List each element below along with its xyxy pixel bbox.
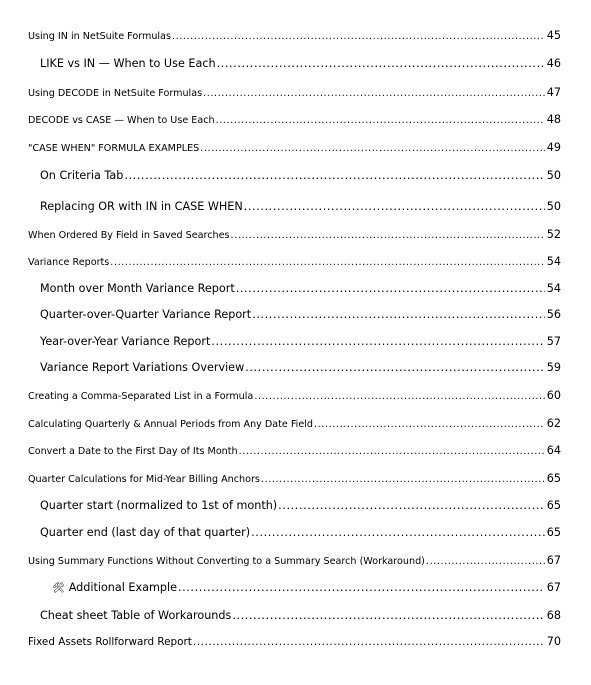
toc-entry-title: Cheat sheet Table of Workarounds [40,609,232,622]
toc-entry-using-in[interactable] [0,29,591,42]
toc-entry-variance-reports[interactable] [0,255,591,268]
toc-entry-variance-variations[interactable] [0,361,591,374]
toc-entry-summary-functions[interactable] [0,554,591,567]
toc-dot-leader [216,115,545,126]
toc-dot-leader [172,31,545,42]
toc-entry-additional-example[interactable] [0,581,591,594]
toc-dot-leader [211,335,544,348]
toc-entry-quarter-start[interactable] [0,499,591,512]
toc-entry-title: DECODE vs CASE — When to Use Each [28,115,215,126]
toc-entry-title: Calculating Quarterly & Annual Periods from Any Date Field [28,419,314,430]
toc-page-number: 52 [546,228,561,241]
toc-entry-quarterly-annual-periods[interactable] [0,417,591,430]
toc-entry-title: Quarter Calculations for Mid-Year Billing Anchors [28,474,260,485]
toc-entry-title: "CASE WHEN" FORMULA EXAMPLES [28,143,200,154]
toc-page-number: 65 [546,526,561,539]
toc-entry-title: Creating a Comma-Separated List in a Formula [28,391,254,402]
toc-page-number: 68 [546,609,561,622]
toc-page-number: 67 [546,554,561,567]
toc-dot-leader [261,474,545,485]
toc-entry-quarter-end[interactable] [0,526,591,539]
toc-entry-quarter-over-quarter[interactable] [0,308,591,321]
toc-entry-decode-vs-case[interactable] [0,113,591,126]
toc-dot-leader [217,57,545,70]
toc-dot-leader [178,581,545,594]
toc-page-number: 65 [546,472,561,485]
toc-page-number: 54 [546,255,561,268]
toc-dot-leader [426,556,545,567]
toc-dot-leader [278,499,545,512]
toc-dot-leader [251,526,545,539]
toc-dot-leader [110,257,544,268]
toc-entry-on-criteria-tab[interactable] [0,169,591,182]
toc-dot-leader [203,88,545,99]
toc-page-number: 70 [546,635,561,648]
toc-entry-title: When Ordered By Field in Saved Searches [28,230,230,241]
toc-entry-title: Quarter-over-Quarter Variance Report [40,308,252,321]
toc-dot-leader [200,143,545,154]
toc-dot-leader [236,282,545,295]
toc-entry-title: Using IN in NetSuite Formulas [28,31,171,42]
toc-dot-leader [231,230,545,241]
toc-entry-title: Additional Example [68,581,177,594]
toc-entry-title: Year-over-Year Variance Report [40,335,211,348]
toc-page-number: 67 [546,581,561,594]
toc-page-number: 45 [546,29,561,42]
toc-page-number: 64 [546,444,561,457]
toc-entry-using-decode[interactable] [0,86,591,99]
toc-page-number: 46 [546,57,561,70]
toc-entry-title: Variance Report Variations Overview [40,361,245,374]
toc-entry-title: Quarter end (last day of that quarter) [40,526,251,539]
hammer-and-wrench-icon: 🛠 [52,583,65,594]
toc-dot-leader [193,636,545,648]
toc-entry-title: Using DECODE in NetSuite Formulas [28,88,203,99]
toc-entry-like-vs-in[interactable] [0,57,591,70]
toc-entry-cheat-sheet[interactable] [0,609,591,622]
toc-entry-month-over-month[interactable] [0,282,591,295]
toc-entry-first-day-of-month[interactable] [0,444,591,457]
toc-entry-title: Convert a Date to the First Day of Its Month [28,446,238,457]
toc-page-number: 50 [546,169,561,182]
toc-page-number: 50 [546,200,561,213]
toc-dot-leader [254,391,544,402]
toc-entry-title: Replacing OR with IN in CASE WHEN [40,200,243,213]
toc-entry-year-over-year[interactable] [0,335,591,348]
toc-page-number: 56 [546,308,561,321]
toc-entry-title: On Criteria Tab [40,169,124,182]
toc-page-number: 47 [546,86,561,99]
toc-page-number: 48 [546,113,561,126]
toc-entry-mid-year-billing[interactable] [0,472,591,485]
toc-dot-leader [314,419,545,430]
toc-dot-leader [124,169,544,182]
toc-entry-case-when-examples[interactable] [0,141,591,154]
toc-entry-title: Using Summary Functions Without Converting to a Summary Search (Workaround) [28,556,425,567]
toc-entry-replacing-or[interactable] [0,200,591,213]
toc-entry-title: LIKE vs IN — When to Use Each [40,57,216,70]
toc-entry-title-wrap [52,581,177,594]
toc-entry-title: Fixed Assets Rollforward Report [28,636,192,648]
toc-page-number: 57 [546,335,561,348]
toc-entry-ordered-by[interactable] [0,228,591,241]
toc-page-number: 54 [546,282,561,295]
toc-dot-leader [232,609,544,622]
toc-entry-fixed-assets[interactable] [0,635,591,648]
toc-page-number: 65 [546,499,561,512]
toc-page-number: 62 [546,417,561,430]
toc-dot-leader [252,308,545,321]
toc-entry-title: Quarter start (normalized to 1st of month) [40,499,278,512]
toc-dot-leader [245,361,545,374]
toc-entry-title: Variance Reports [28,257,110,268]
toc-page-number: 59 [546,361,561,374]
toc-entry-title: Month over Month Variance Report [40,282,235,295]
toc-page-number: 49 [546,141,561,154]
toc-dot-leader [239,446,545,457]
toc-page-number: 60 [546,389,561,402]
toc-dot-leader [244,200,545,213]
toc-entry-comma-separated-list[interactable] [0,389,591,402]
